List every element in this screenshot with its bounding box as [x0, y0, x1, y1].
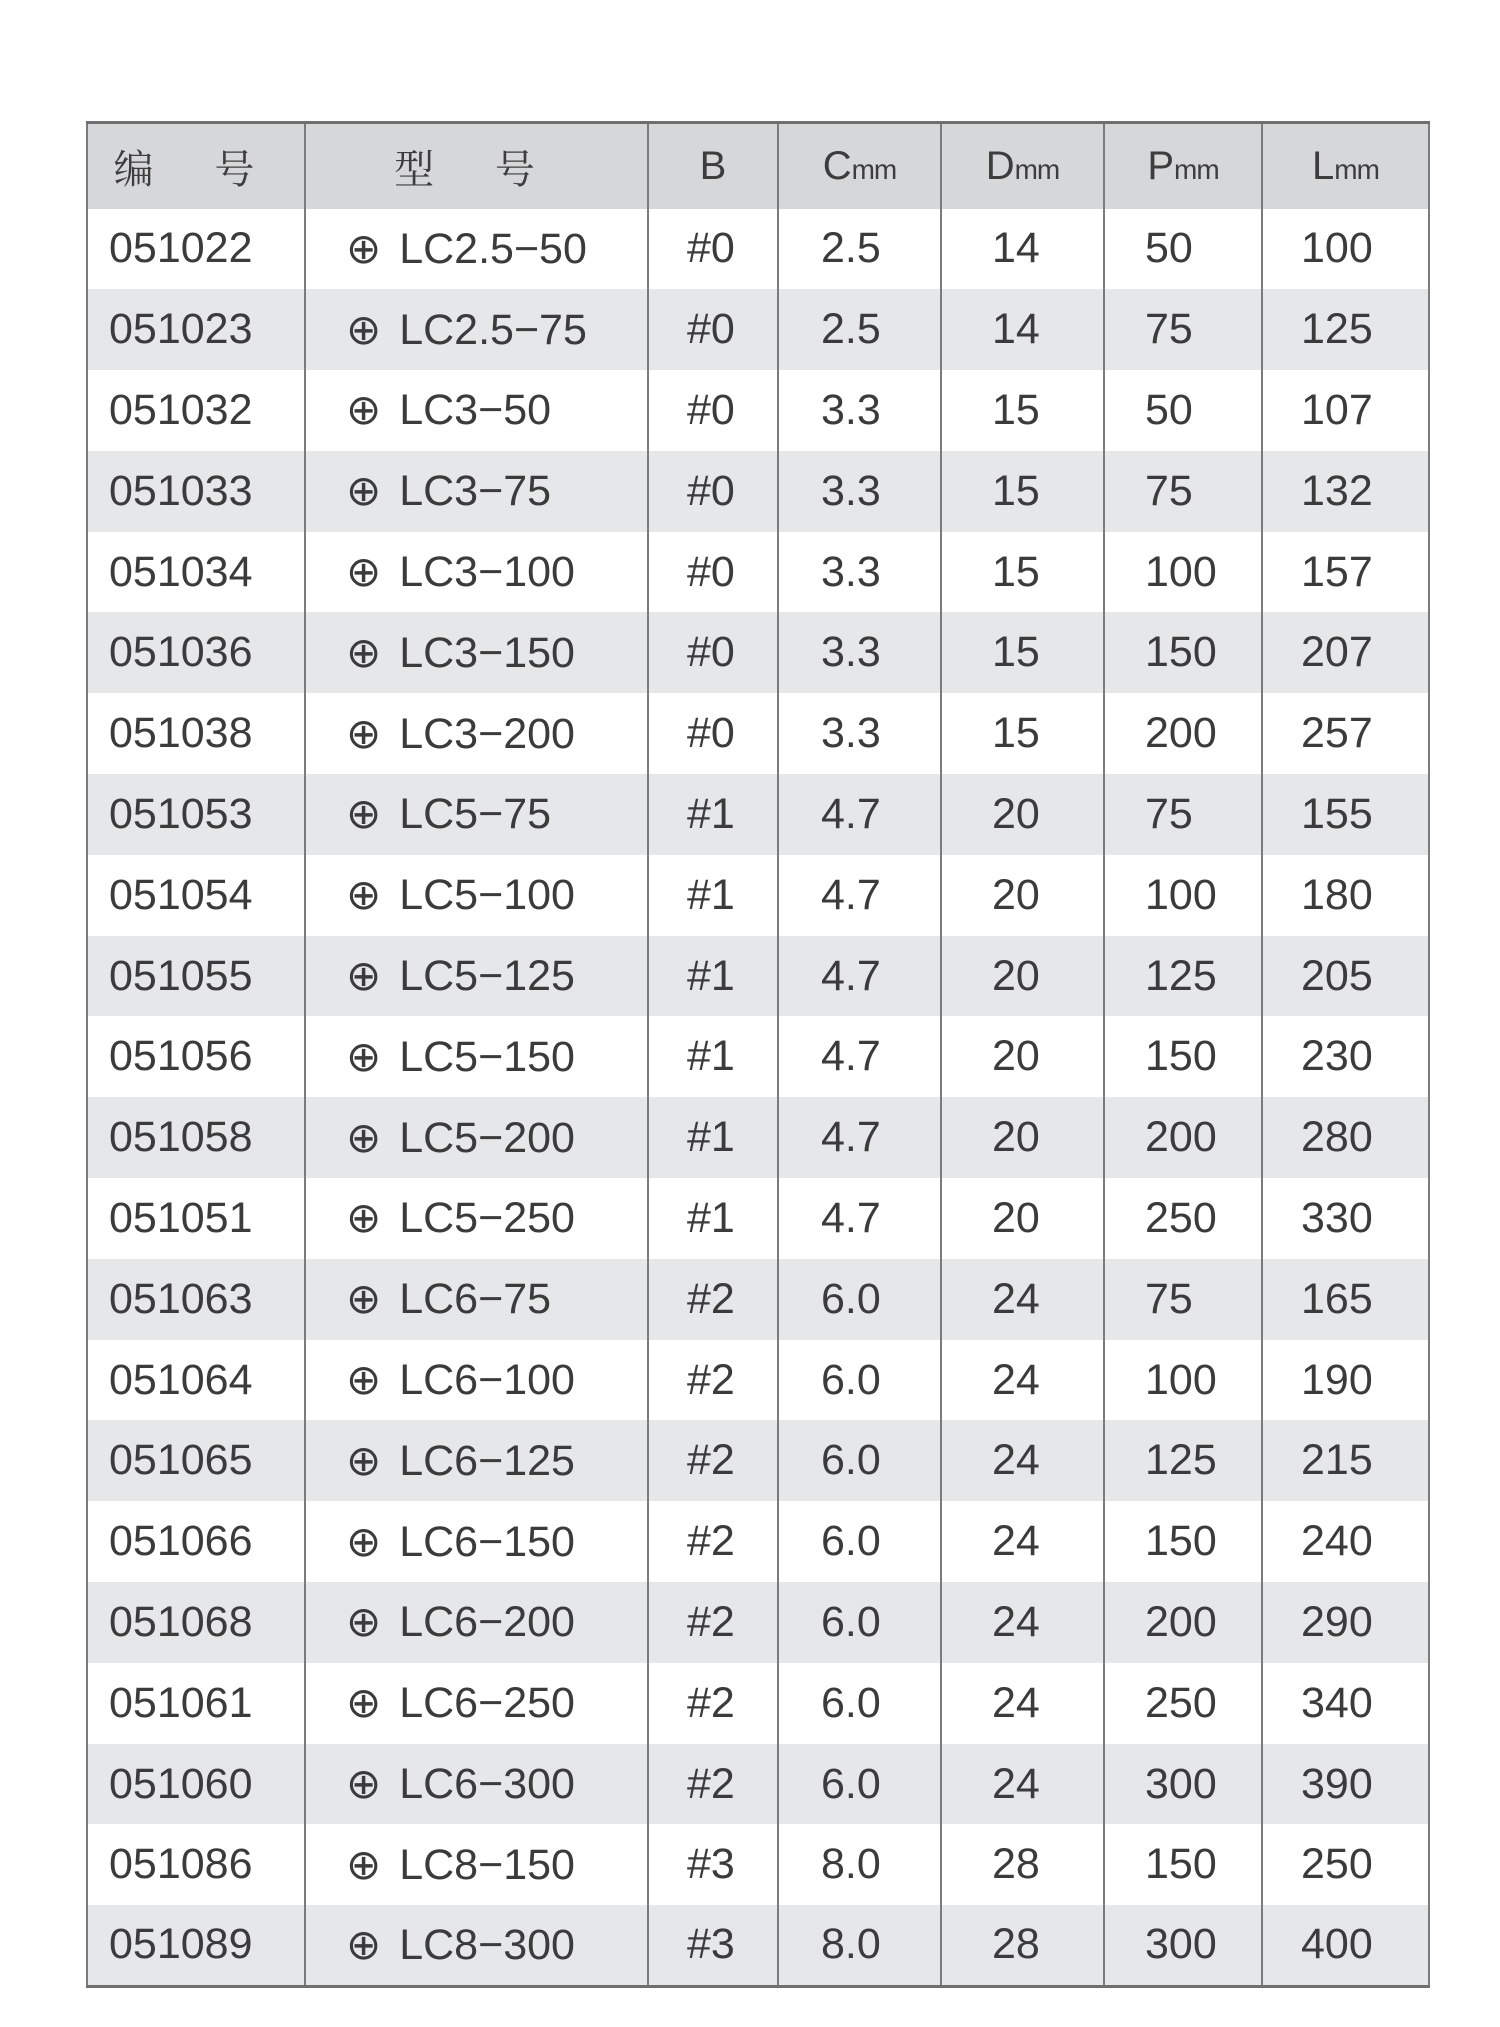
model-label: LC5−100 [399, 871, 575, 920]
cell-code: 051054 [87, 855, 305, 936]
cell-d: 24 [941, 1744, 1104, 1825]
table-row [87, 774, 1429, 855]
model-label: LC3−150 [399, 628, 575, 677]
cell-b: #3 [648, 1905, 778, 1986]
cell-p: 150 [1104, 1824, 1262, 1905]
cell-p: 200 [1104, 1582, 1262, 1663]
cell-b: #1 [648, 1097, 778, 1178]
phillips-cross-icon: ⊕ [346, 1356, 382, 1404]
phillips-cross-icon: ⊕ [346, 1920, 382, 1968]
cell-code: 051089 [87, 1905, 305, 1986]
cell-b: #0 [648, 289, 778, 370]
cell-code: 051053 [87, 774, 305, 855]
cell-d: 15 [941, 451, 1104, 532]
cell-d: 15 [941, 612, 1104, 693]
model-label: LC6−200 [399, 1598, 575, 1647]
phillips-cross-icon: ⊕ [346, 709, 382, 757]
cell-b: #2 [648, 1744, 778, 1825]
model-label: LC2.5−75 [399, 305, 587, 354]
phillips-cross-icon: ⊕ [346, 1517, 382, 1565]
cell-code: 051066 [87, 1501, 305, 1582]
table-row [87, 1744, 1429, 1825]
cell-b: #0 [648, 451, 778, 532]
cell-p: 100 [1104, 855, 1262, 936]
phillips-cross-icon: ⊕ [346, 467, 382, 515]
cell-b: #2 [648, 1663, 778, 1744]
cell-p: 125 [1104, 936, 1262, 1017]
cell-p: 125 [1104, 1420, 1262, 1501]
model-label: LC6−250 [399, 1679, 575, 1728]
cell-d: 24 [941, 1420, 1104, 1501]
cell-l: 240 [1262, 1501, 1429, 1582]
table-row [87, 855, 1429, 936]
cell-model [305, 1582, 648, 1663]
header-d-letter: D [985, 143, 1015, 188]
cell-code: 051086 [87, 1824, 305, 1905]
cell-l: 125 [1262, 289, 1429, 370]
phillips-cross-icon: ⊕ [346, 1436, 382, 1484]
cell-c: 3.3 [778, 693, 941, 774]
cell-b: #2 [648, 1259, 778, 1340]
cell-d: 28 [941, 1824, 1104, 1905]
header-row [87, 123, 1429, 209]
header-p [1104, 123, 1262, 209]
table-row [87, 1420, 1429, 1501]
cell-c: 6.0 [778, 1340, 941, 1421]
phillips-cross-icon: ⊕ [346, 1760, 382, 1808]
cell-d: 20 [941, 936, 1104, 1017]
cell-c: 4.7 [778, 855, 941, 936]
cell-l: 330 [1262, 1178, 1429, 1259]
cell-l: 155 [1262, 774, 1429, 855]
table-row [87, 1259, 1429, 1340]
cell-c: 6.0 [778, 1501, 941, 1582]
model-label: LC2.5−50 [399, 224, 587, 273]
cell-d: 24 [941, 1582, 1104, 1663]
table-row [87, 1582, 1429, 1663]
cell-p: 50 [1104, 209, 1262, 290]
cell-d: 15 [941, 532, 1104, 613]
header-c-letter: C [822, 143, 852, 188]
cell-p: 150 [1104, 612, 1262, 693]
cell-l: 190 [1262, 1340, 1429, 1421]
cell-code: 051060 [87, 1744, 305, 1825]
cell-model [305, 370, 648, 451]
cell-p: 75 [1104, 774, 1262, 855]
model-label: LC6−75 [399, 1275, 552, 1324]
phillips-cross-icon: ⊕ [346, 952, 382, 1000]
cell-model [305, 209, 648, 290]
cell-code: 051038 [87, 693, 305, 774]
cell-model [305, 451, 648, 532]
table-row [87, 1097, 1429, 1178]
table-row [87, 209, 1429, 290]
cell-d: 20 [941, 1097, 1104, 1178]
cell-p: 200 [1104, 693, 1262, 774]
cell-model [305, 612, 648, 693]
cell-model [305, 1340, 648, 1421]
cell-b: #1 [648, 855, 778, 936]
table-row [87, 1340, 1429, 1421]
cell-code: 051064 [87, 1340, 305, 1421]
phillips-cross-icon: ⊕ [346, 1113, 382, 1161]
cell-b: #1 [648, 774, 778, 855]
header-p-unit: mm [1174, 153, 1219, 185]
cell-b: #2 [648, 1501, 778, 1582]
header-code [87, 123, 305, 209]
phillips-cross-icon: ⊕ [346, 224, 382, 272]
phillips-cross-icon: ⊕ [346, 1598, 382, 1646]
cell-model [305, 693, 648, 774]
model-label: LC3−100 [399, 548, 575, 597]
model-label: LC6−100 [399, 1356, 575, 1405]
cell-b: #3 [648, 1824, 778, 1905]
cell-l: 205 [1262, 936, 1429, 1017]
cell-c: 8.0 [778, 1824, 941, 1905]
model-label: LC6−125 [399, 1436, 575, 1485]
model-label: LC3−75 [399, 467, 552, 516]
cell-d: 15 [941, 693, 1104, 774]
cell-model [305, 289, 648, 370]
cell-c: 4.7 [778, 1178, 941, 1259]
cell-l: 280 [1262, 1097, 1429, 1178]
cell-code: 051065 [87, 1420, 305, 1501]
header-d [941, 123, 1104, 209]
cell-model [305, 1905, 648, 1986]
table-row [87, 1824, 1429, 1905]
table-row [87, 936, 1429, 1017]
header-l-letter: L [1312, 143, 1335, 188]
cell-p: 75 [1104, 1259, 1262, 1340]
phillips-cross-icon: ⊕ [346, 628, 382, 676]
table-row [87, 612, 1429, 693]
cell-c: 3.3 [778, 370, 941, 451]
header-l-unit: mm [1334, 153, 1379, 185]
cell-d: 15 [941, 370, 1104, 451]
cell-p: 250 [1104, 1178, 1262, 1259]
table-row [87, 370, 1429, 451]
phillips-cross-icon: ⊕ [346, 548, 382, 596]
cell-p: 100 [1104, 532, 1262, 613]
model-label: LC5−75 [399, 790, 552, 839]
model-label: LC6−300 [399, 1760, 575, 1809]
header-l [1262, 123, 1429, 209]
cell-d: 20 [941, 855, 1104, 936]
cell-p: 200 [1104, 1097, 1262, 1178]
cell-l: 230 [1262, 1016, 1429, 1097]
cell-p: 300 [1104, 1905, 1262, 1986]
cell-code: 051022 [87, 209, 305, 290]
cell-b: #0 [648, 693, 778, 774]
spec-table-container [86, 121, 1428, 1988]
cell-c: 6.0 [778, 1663, 941, 1744]
cell-d: 20 [941, 1016, 1104, 1097]
model-label: LC5−200 [399, 1113, 575, 1162]
cell-c: 6.0 [778, 1744, 941, 1825]
cell-c: 6.0 [778, 1259, 941, 1340]
cell-b: #0 [648, 532, 778, 613]
cell-b: #0 [648, 209, 778, 290]
cell-c: 4.7 [778, 774, 941, 855]
cell-code: 051051 [87, 1178, 305, 1259]
cell-d: 20 [941, 1178, 1104, 1259]
cell-d: 24 [941, 1340, 1104, 1421]
cell-model [305, 855, 648, 936]
header-c-unit: mm [851, 153, 897, 185]
cell-l: 215 [1262, 1420, 1429, 1501]
header-p-letter: P [1147, 143, 1175, 188]
header-model-label: 型 号 [394, 146, 559, 193]
cell-d: 14 [941, 289, 1104, 370]
model-label: LC3−50 [399, 386, 552, 435]
cell-b: #0 [648, 370, 778, 451]
cell-d: 20 [941, 774, 1104, 855]
cell-code: 051034 [87, 532, 305, 613]
cell-l: 157 [1262, 532, 1429, 613]
cell-c: 8.0 [778, 1905, 941, 1986]
cell-code: 051036 [87, 612, 305, 693]
cell-code: 051056 [87, 1016, 305, 1097]
cell-d: 24 [941, 1663, 1104, 1744]
cell-c: 3.3 [778, 612, 941, 693]
cell-code: 051032 [87, 370, 305, 451]
cell-p: 75 [1104, 289, 1262, 370]
cell-model [305, 1259, 648, 1340]
cell-l: 340 [1262, 1663, 1429, 1744]
cell-code: 051063 [87, 1259, 305, 1340]
cell-l: 257 [1262, 693, 1429, 774]
cell-p: 75 [1104, 451, 1262, 532]
phillips-cross-icon: ⊕ [346, 1032, 382, 1080]
cell-code: 051061 [87, 1663, 305, 1744]
cell-model [305, 1663, 648, 1744]
cell-c: 6.0 [778, 1420, 941, 1501]
phillips-cross-icon: ⊕ [346, 1194, 382, 1242]
phillips-cross-icon: ⊕ [346, 1679, 382, 1727]
phillips-cross-icon: ⊕ [346, 386, 382, 434]
cell-p: 250 [1104, 1663, 1262, 1744]
table-header [87, 123, 1429, 209]
cell-code: 051058 [87, 1097, 305, 1178]
cell-c: 4.7 [778, 1097, 941, 1178]
cell-c: 2.5 [778, 289, 941, 370]
cell-l: 132 [1262, 451, 1429, 532]
cell-p: 150 [1104, 1016, 1262, 1097]
cell-b: #2 [648, 1420, 778, 1501]
cell-code: 051068 [87, 1582, 305, 1663]
model-label: LC8−150 [399, 1840, 575, 1889]
table-row [87, 693, 1429, 774]
model-label: LC3−200 [399, 709, 575, 758]
phillips-cross-icon: ⊕ [346, 871, 382, 919]
table-row [87, 1501, 1429, 1582]
table-row [87, 1178, 1429, 1259]
header-d-unit: mm [1014, 153, 1060, 185]
model-label: LC8−300 [399, 1920, 575, 1969]
cell-model [305, 1501, 648, 1582]
header-model [305, 123, 648, 209]
cell-d: 24 [941, 1259, 1104, 1340]
header-b: B [648, 123, 778, 209]
cell-c: 3.3 [778, 451, 941, 532]
cell-d: 14 [941, 209, 1104, 290]
cell-model [305, 1824, 648, 1905]
cell-d: 24 [941, 1501, 1104, 1582]
cell-model [305, 532, 648, 613]
cell-l: 107 [1262, 370, 1429, 451]
cell-l: 400 [1262, 1905, 1429, 1986]
cell-code: 051055 [87, 936, 305, 1017]
cell-c: 3.3 [778, 532, 941, 613]
cell-code: 051033 [87, 451, 305, 532]
phillips-cross-icon: ⊕ [346, 1840, 382, 1888]
cell-model [305, 1744, 648, 1825]
cell-b: #1 [648, 936, 778, 1017]
cell-code: 051023 [87, 289, 305, 370]
cell-c: 4.7 [778, 936, 941, 1017]
cell-d: 28 [941, 1905, 1104, 1986]
cell-c: 6.0 [778, 1582, 941, 1663]
table-row [87, 1905, 1429, 1986]
cell-model [305, 1178, 648, 1259]
cell-l: 250 [1262, 1824, 1429, 1905]
cell-l: 207 [1262, 612, 1429, 693]
cell-p: 300 [1104, 1744, 1262, 1825]
model-label: LC5−250 [399, 1194, 575, 1243]
model-label: LC5−125 [399, 952, 575, 1001]
cell-model [305, 1097, 648, 1178]
phillips-cross-icon: ⊕ [346, 1275, 382, 1323]
cell-b: #2 [648, 1340, 778, 1421]
table-row [87, 532, 1429, 613]
spec-table [86, 121, 1430, 1988]
table-row [87, 1663, 1429, 1744]
cell-p: 50 [1104, 370, 1262, 451]
cell-b: #2 [648, 1582, 778, 1663]
cell-l: 165 [1262, 1259, 1429, 1340]
cell-b: #1 [648, 1016, 778, 1097]
cell-model [305, 774, 648, 855]
cell-l: 180 [1262, 855, 1429, 936]
cell-l: 290 [1262, 1582, 1429, 1663]
cell-c: 4.7 [778, 1016, 941, 1097]
table-body [87, 209, 1429, 1987]
cell-model [305, 936, 648, 1017]
header-c [778, 123, 941, 209]
cell-model [305, 1016, 648, 1097]
table-row [87, 289, 1429, 370]
table-row [87, 1016, 1429, 1097]
cell-model [305, 1420, 648, 1501]
model-label: LC5−150 [399, 1032, 575, 1081]
cell-p: 100 [1104, 1340, 1262, 1421]
cell-c: 2.5 [778, 209, 941, 290]
model-label: LC6−150 [399, 1517, 575, 1566]
table-row [87, 451, 1429, 532]
phillips-cross-icon: ⊕ [346, 790, 382, 838]
phillips-cross-icon: ⊕ [346, 305, 382, 353]
cell-b: #0 [648, 612, 778, 693]
cell-l: 100 [1262, 209, 1429, 290]
cell-l: 390 [1262, 1744, 1429, 1825]
cell-b: #1 [648, 1178, 778, 1259]
header-code-label: 编 号 [113, 146, 279, 193]
cell-p: 150 [1104, 1501, 1262, 1582]
